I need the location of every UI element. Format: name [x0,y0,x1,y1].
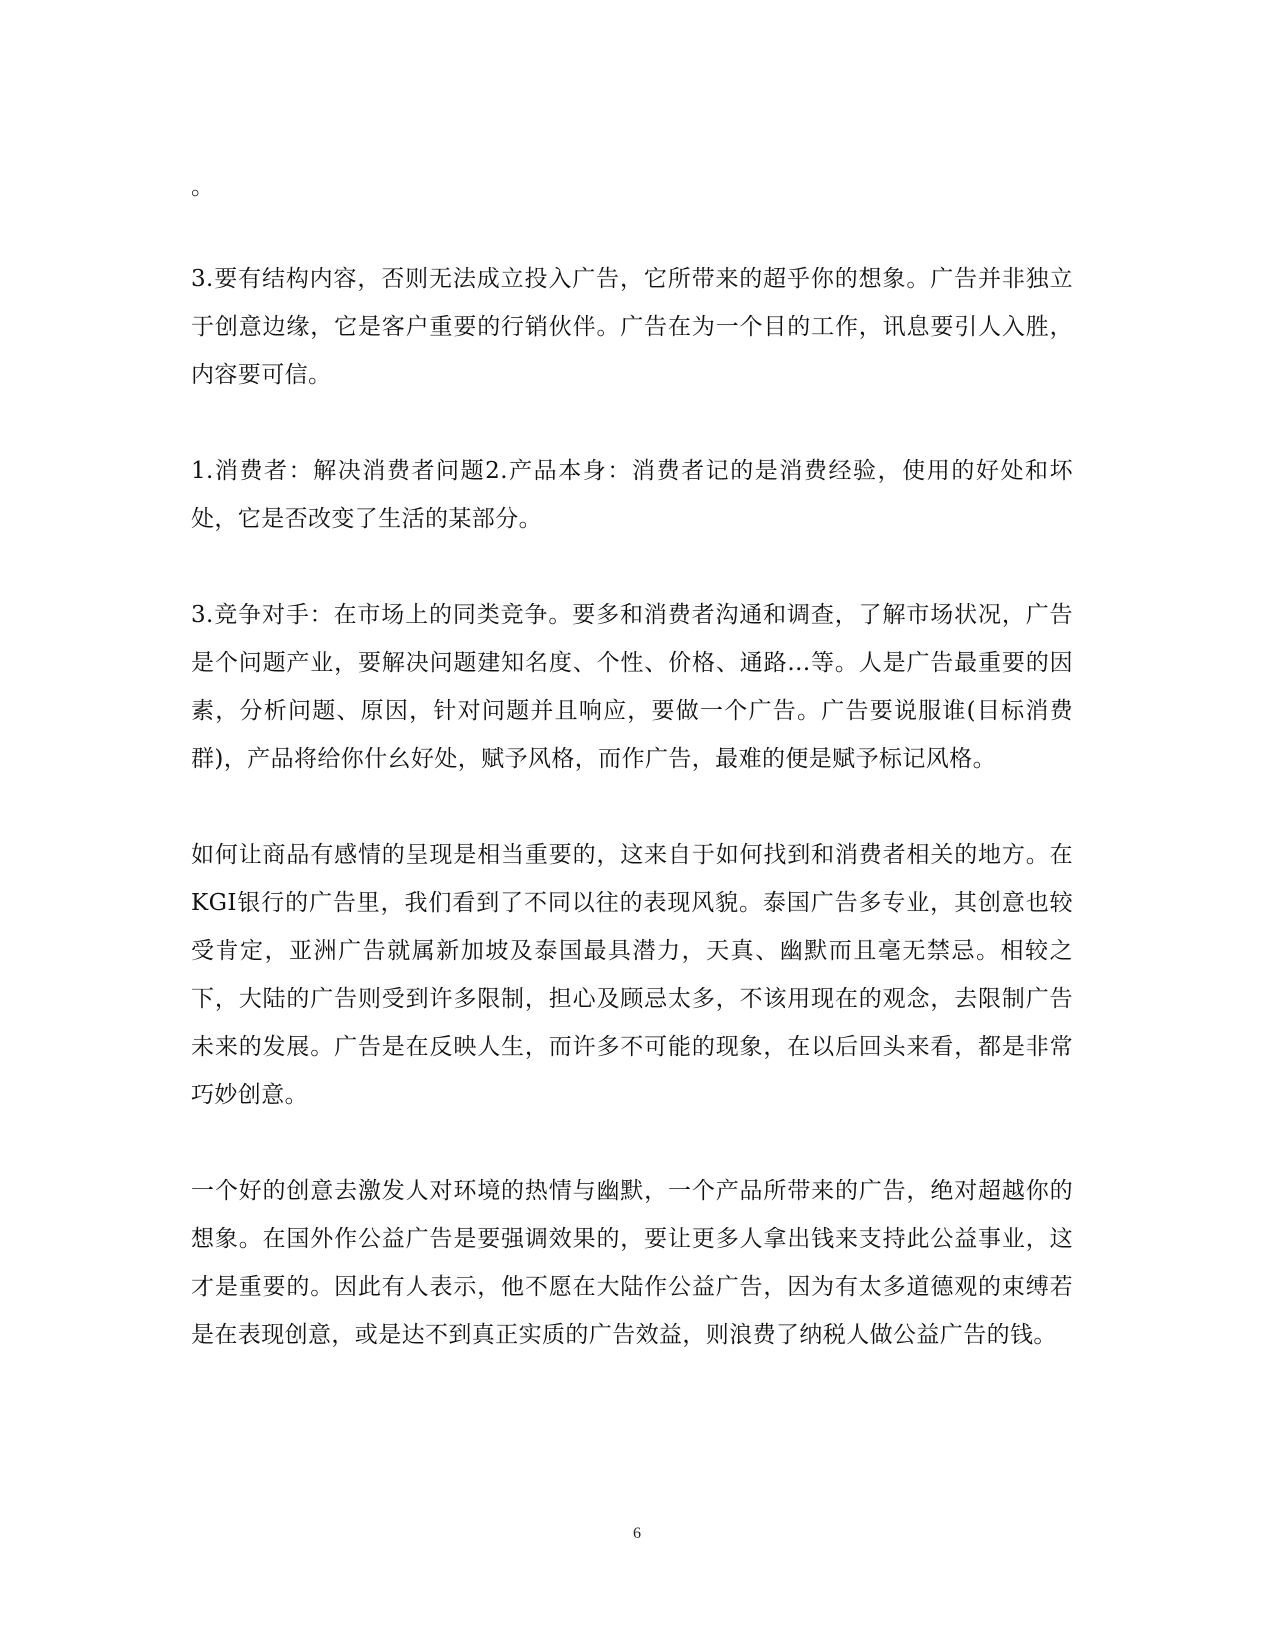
paragraph-5: 如何让商品有感情的呈现是相当重要的，这来自于如何找到和消费者相关的地方。在KGI银行的广告里，我们看到了不同以往的表现风貌。泰国广告多专业，其创意也较受肯定，亚洲广告就属新加坡及泰国最具潜力，天真、幽默而且毫无禁忌。相较之下，大陆的广告则受到许多限制，担心及顾忌太多，不该用现在的观念，去限制广告未来的发展。广告是在反映人生，而许多不可能的现象，在以后回头来看，都是非常巧妙创意。 [191,842,1073,1108]
paragraph-6: 一个好的创意去激发人对环境的热情与幽默，一个产品所带来的广告，绝对超越你的想象。在国外作公益广告是要强调效果的，要让更多人拿出钱来支持此公益事业，这才是重要的。因此有人表示，他不愿在大陆作公益广告，因为有太多道德观的束缚若是在表现创意，或是达不到真正实质的广告效益，则浪费了纳税人做公益广告的钱。 [191,1178,1073,1348]
paragraph-2: 3.要有结构内容，否则无法成立投入广告，它所带来的超乎你的想象。广告并非独立于创意边缘，它是客户重要的行销伙伴。广告在为一个目的工作，讯息要引人入胜，内容要可信。 [191,266,1073,388]
paragraph-4: 3.竞争对手：在市场上的同类竞争。要多和消费者沟通和调查，了解市场状况，广告是个问题产业，要解决问题建知名度、个性、价格、通路...等。人是广告最重要的因素，分析问题、原因，针对问题并且响应，要做一个广告。广告要说服谁(目标消费群)，产品将给你什幺好处，赋予风格，而作广告，最难的便是赋予标记风格。 [191,602,1073,772]
paragraph-3: 1.消费者：解决消费者问题2.产品本身：消费者记的是消费经验，使用的好处和坏处，它是否改变了生活的某部分。 [191,458,1073,532]
document-body [191,163,1073,1407]
paragraph-1: 。 [191,174,215,200]
page-number: 6 [633,1525,641,1542]
